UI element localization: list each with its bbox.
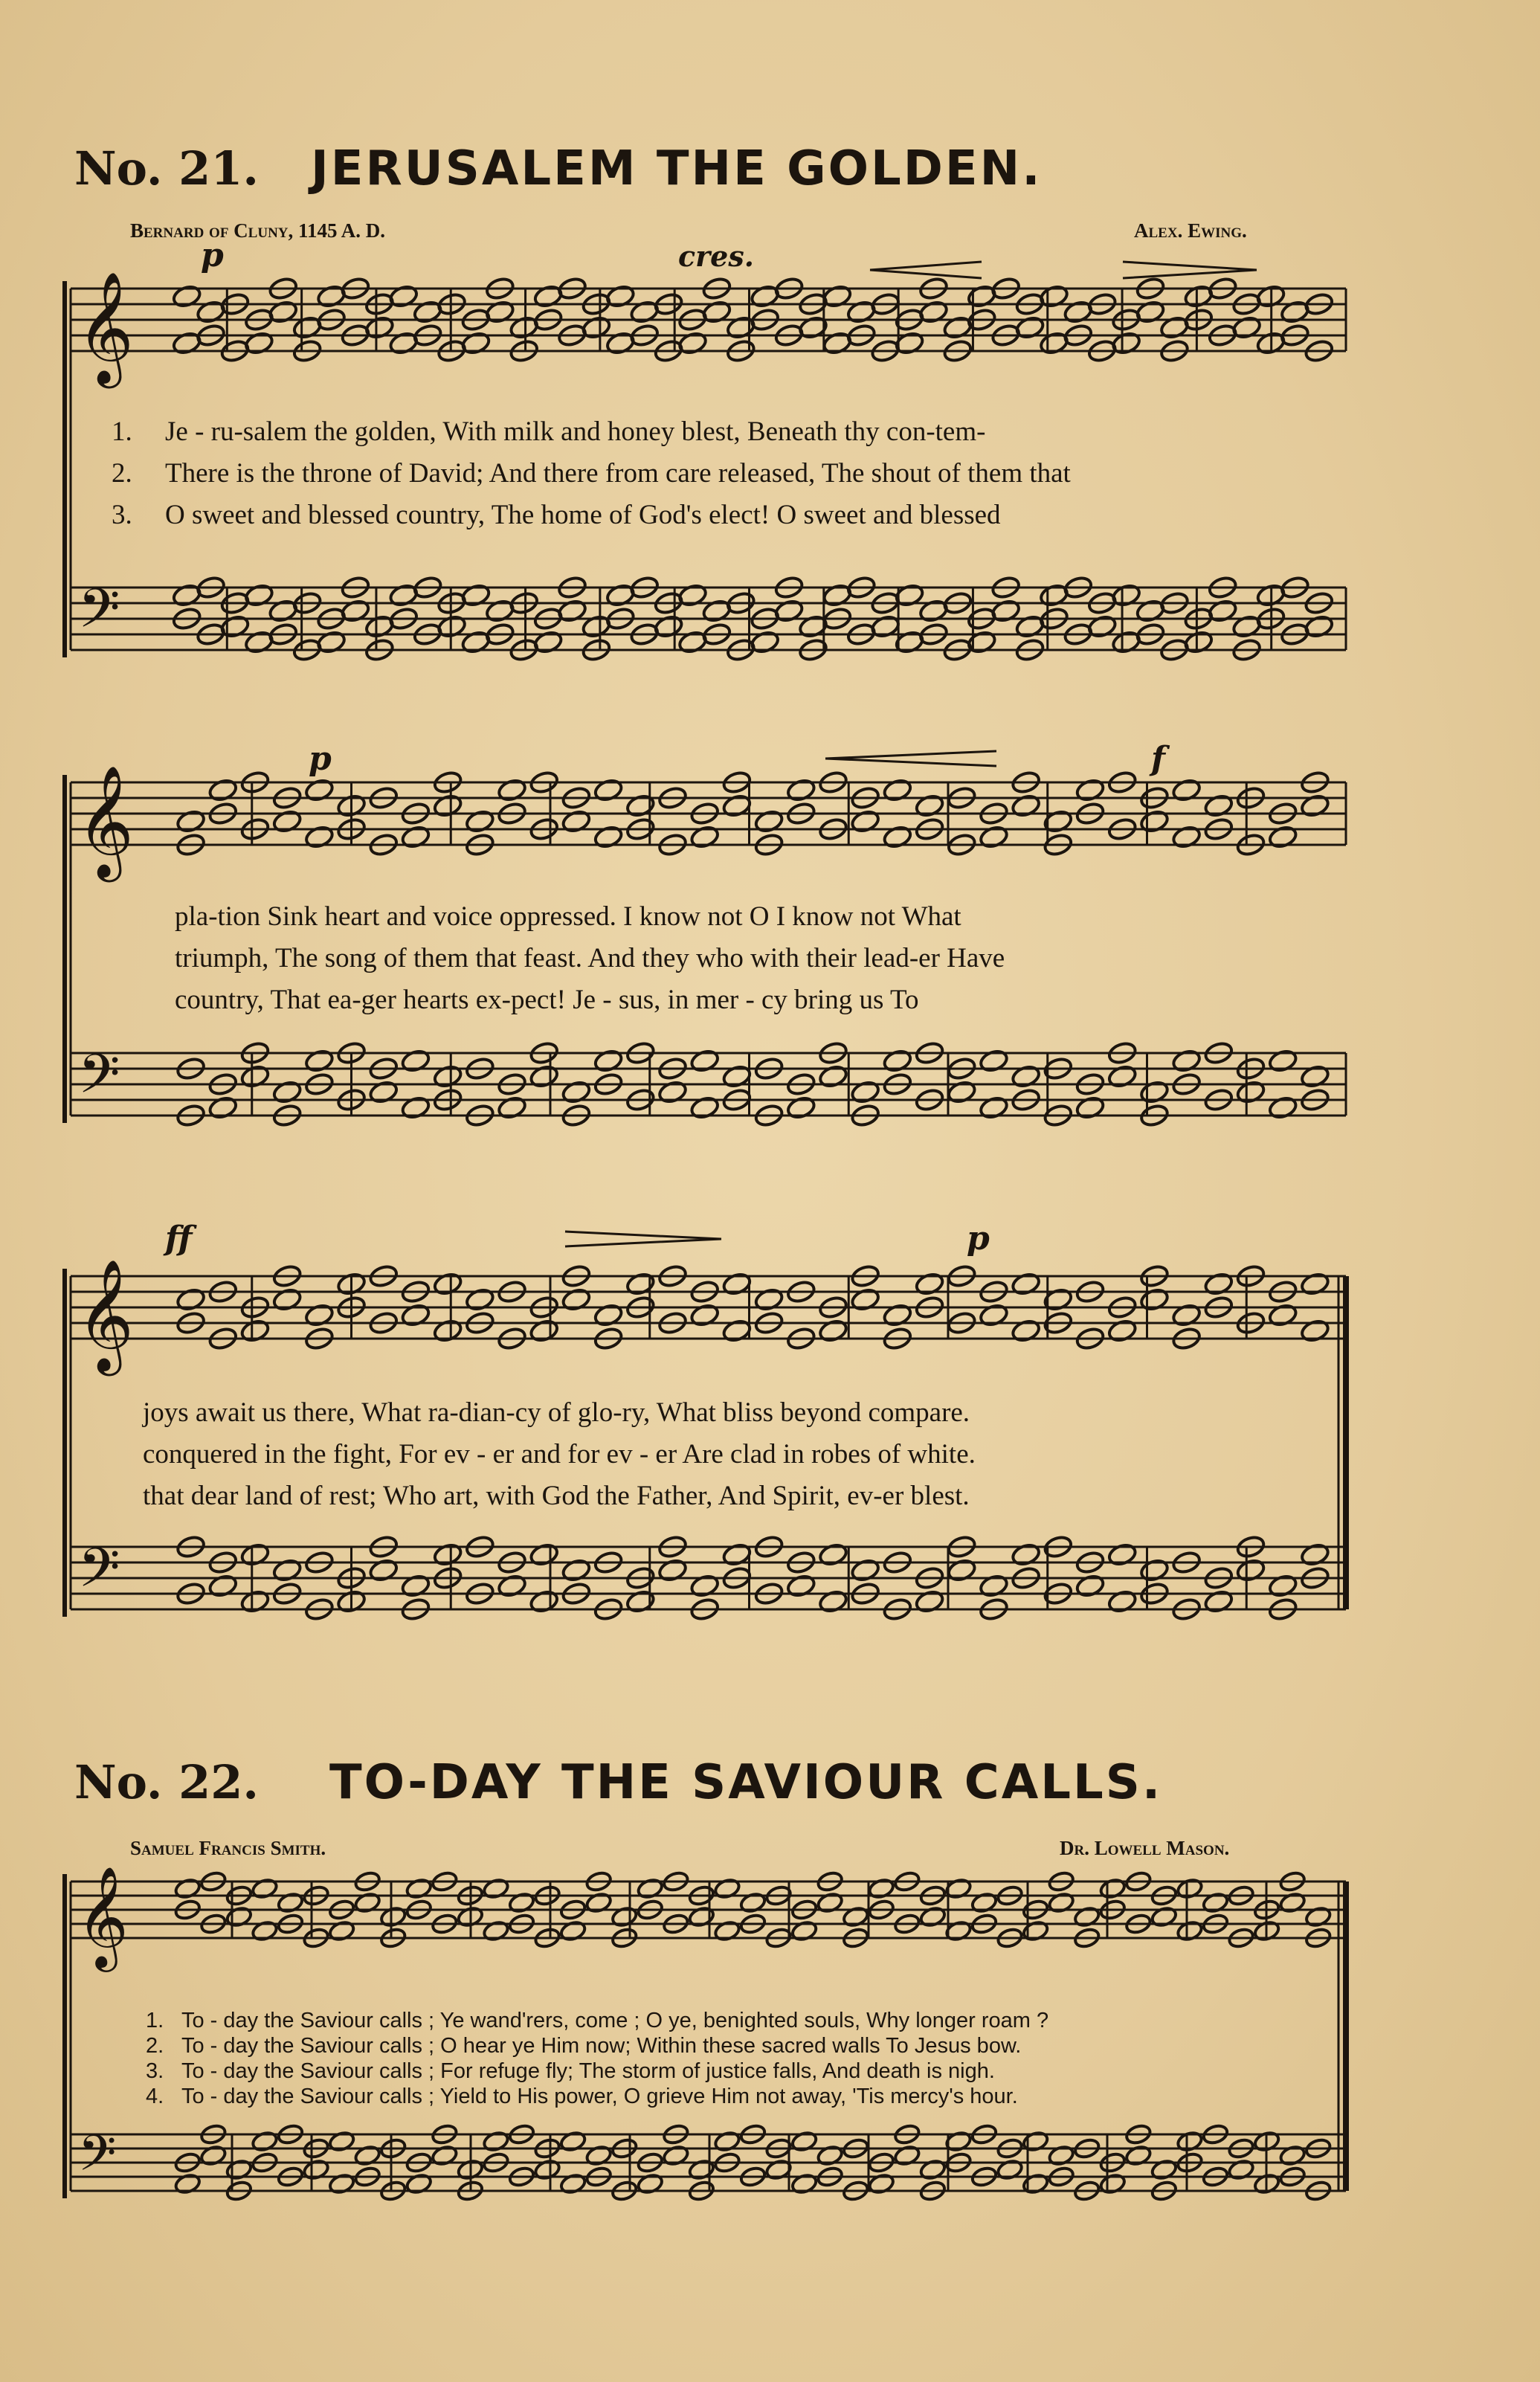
treble-clef: 𝄞 — [77, 1865, 129, 1968]
verse-line: 3. O sweet and blessed country, The home of God's elect! O sweet and blessed — [112, 500, 1001, 530]
lyrics-hymn-22 — [146, 2008, 1048, 2109]
treble-clef: 𝄞 — [77, 764, 134, 878]
verse-line: pla-tion Sink heart and voice oppressed. I know not O I know not What — [175, 901, 961, 932]
treble-clef: 𝄞 — [77, 270, 134, 384]
hymn-number: No. 21. — [74, 141, 259, 196]
bass-clef: 𝄢 — [78, 1536, 120, 1613]
dynamic-piano: p — [967, 1220, 990, 1258]
bass-clef: 𝄢 — [78, 1042, 120, 1119]
verse-line: that dear land of rest; Who art, with God the Father, And Spirit, ev-er blest. — [143, 1481, 970, 1511]
lyricist-credit: Bernard of Cluny, 1145 A. D. — [130, 219, 386, 242]
treble-clef: 𝄞 — [77, 1258, 134, 1371]
hymn-title: TO-DAY THE SAVIOUR CALLS. — [329, 1755, 1163, 1810]
lyricist-credit: Samuel Francis Smith. — [130, 1837, 326, 1859]
dynamic-forte: f — [1151, 740, 1165, 778]
crescendo-hairpin — [825, 751, 996, 766]
lyrics-system-1 — [112, 411, 1071, 536]
lyrics-system-3 — [143, 1392, 976, 1517]
verse-line: 2. To - day the Saviour calls ; O hear ye Him now; Within these sacred walls To Jesus bow. — [146, 2034, 1022, 2058]
hymn-21-heading — [74, 141, 1043, 196]
verse-line: joys await us there, What ra-dian-cy of glo-ry, What bliss beyond compare. — [143, 1397, 970, 1428]
lyrics-system-2 — [175, 896, 1005, 1021]
hymn-22-heading — [74, 1755, 1162, 1810]
dynamic-piano: p — [201, 236, 224, 274]
bass-clef: 𝄢 — [78, 576, 120, 654]
composer-credit: Alex. Ewing. — [1134, 219, 1247, 242]
verse-line: country, That ea-ger hearts ex-pect! Je - sus, in mer - cy bring us To — [175, 985, 919, 1015]
verse-line: triumph, The song of them that feast. And they who with their lead-er Have — [175, 943, 1005, 973]
verse-line: 1. Je - ru-salem the golden, With milk and honey blest, Beneath thy con-tem- — [112, 416, 986, 447]
dynamic-crescendo: cres. — [678, 239, 754, 273]
hymn-title: JERUSALEM THE GOLDEN. — [310, 141, 1043, 196]
verse-line: 4. To - day the Saviour calls ; Yield to His power, O grieve Him not away, 'Tis mercy's hour. — [146, 2085, 1018, 2108]
dynamic-piano: p — [309, 740, 332, 778]
crescendo-hairpin — [870, 262, 982, 278]
diminuendo-hairpin — [565, 1232, 721, 1246]
verse-line: 3. To - day the Saviour calls ; For refuge fly; The storm of justice falls, And death is nigh. — [146, 2059, 995, 2083]
verse-line: 1. To - day the Saviour calls ; Ye wand'rers, come ; O ye, benighted souls, Why longer roam ? — [146, 2009, 1049, 2032]
dynamic-fortissimo: ff — [165, 1220, 193, 1258]
hymn-number: No. 22. — [74, 1755, 259, 1809]
bass-clef: 𝄢 — [78, 2124, 117, 2194]
verse-line: conquered in the fight, For ev - er and for ev - er Are clad in robes of white. — [143, 1439, 976, 1470]
composer-credit: Dr. Lowell Mason. — [1060, 1837, 1230, 1859]
diminuendo-hairpin — [1123, 262, 1257, 278]
verse-line: 2. There is the throne of David; And there from care released, The shout of them that — [112, 458, 1071, 489]
